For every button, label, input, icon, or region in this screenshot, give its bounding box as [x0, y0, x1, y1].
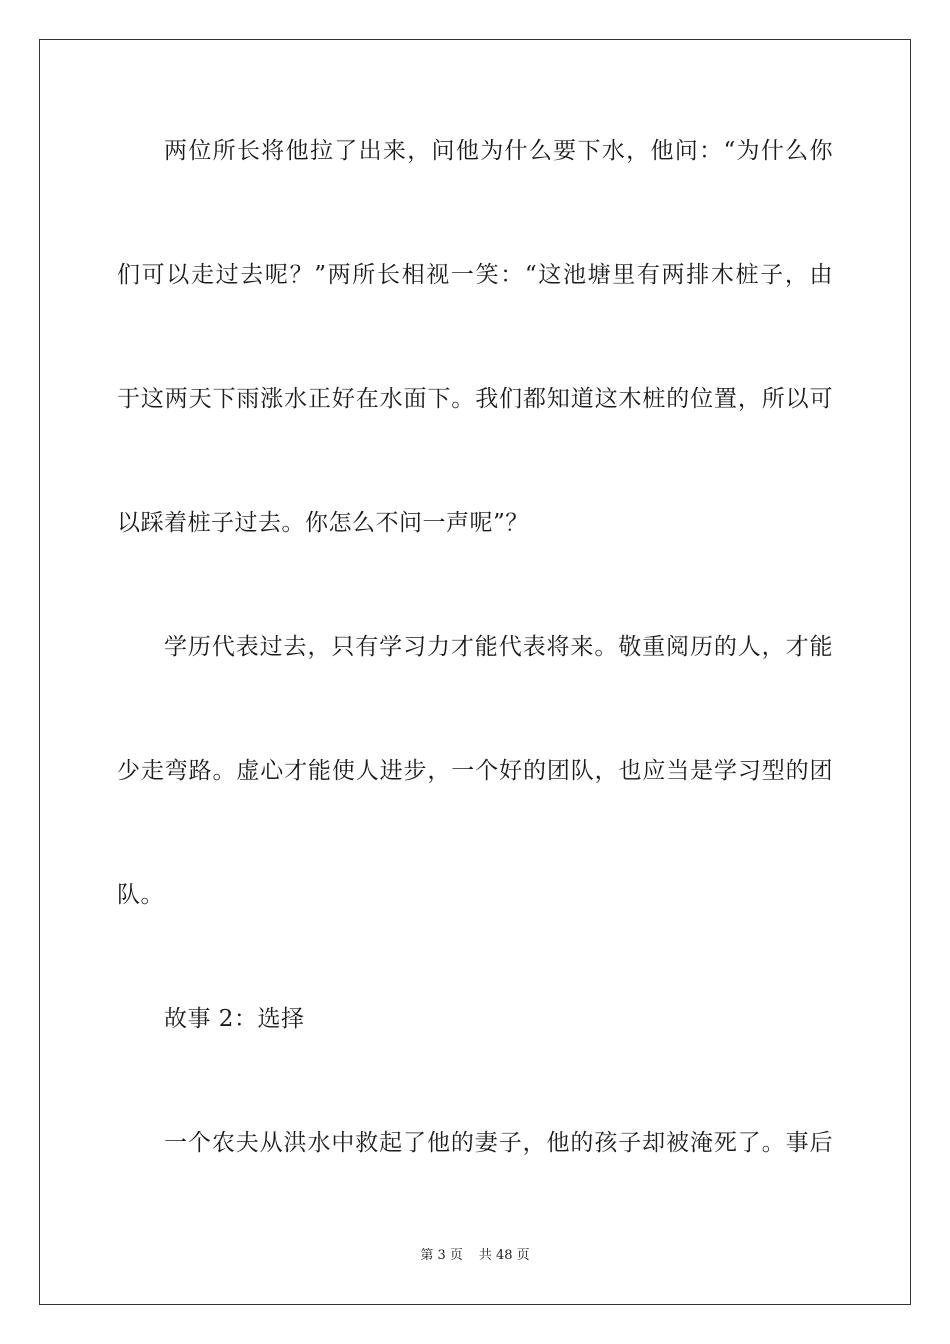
paragraph-line: 两位所长将他拉了出来，问他为什么要下水，他问：“为什么你: [164, 138, 833, 164]
page-number: 第 3 页: [420, 1248, 463, 1263]
paragraph-line: 少走弯路。虚心才能使人进步，一个好的团队，也应当是学习型的团: [117, 758, 833, 784]
paragraph-line: 一个农夫从洪水中救起了他的妻子，他的孩子却被淹死了。事后: [164, 1130, 833, 1156]
paragraph-line: 队。: [117, 882, 164, 908]
paragraph-line: 以踩着桩子过去。你怎么不问一声呢”？: [117, 510, 529, 536]
paragraph-line: 学历代表过去，只有学习力才能代表将来。敬重阅历的人，才能: [164, 634, 833, 660]
section-heading: 故事 2：选择: [164, 1006, 305, 1032]
paragraph-line: 们可以走过去呢？”两所长相视一笑：“这池塘里有两排木桩子，由: [117, 262, 833, 288]
page-total: 共 48 页: [478, 1248, 530, 1263]
page-frame: [39, 39, 911, 1305]
paragraph-line: 于这两天下雨涨水正好在水面下。我们都知道这木桩的位置，所以可: [117, 386, 833, 412]
page-footer: [0, 1247, 950, 1265]
